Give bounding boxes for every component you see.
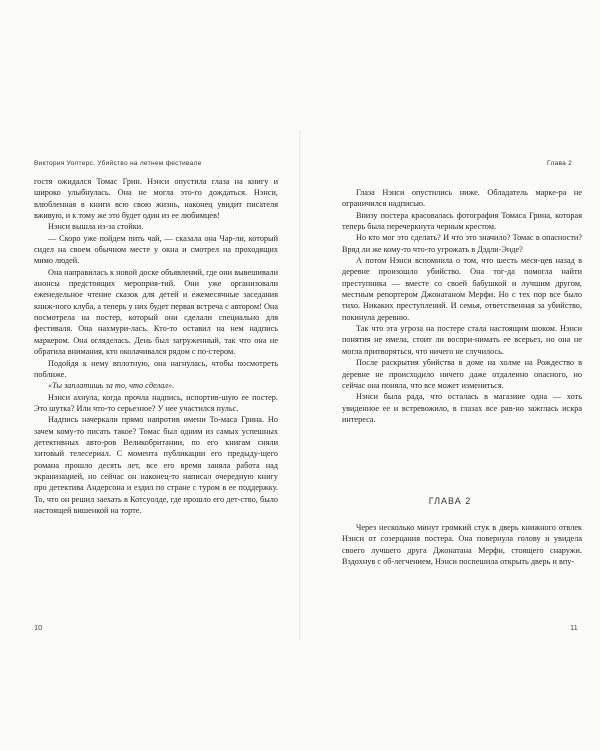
paragraph: Так что эта угроза на постере стала настоящим шоком. Нэнси понятия не имела, стоит ли воспри-нимать ее всерьез, но она не могла притворяться, что ничего не случилось. xyxy=(342,324,582,356)
right-page xyxy=(300,0,600,750)
paragraph: Она направилась к новой доске объявлений, где они вывешивали анонсы предстоящих мероприя-тий. Они уже организовали еженедельное чтение сказок для детей и ежемесячные заседания книж-ного клуба, а теперь у них будет первая встреча с автором! Она посмотрела на постер, который они сделали специально для фестиваля. Она нахмури-лась. Кто-то оставил на нем надпись маркером. Она огляделась. День был загруженный, так что она не обратила внимания, кто околачивался рядом с по-стером. xyxy=(34,267,278,357)
paragraph: Нэнси ахнула, когда прочла надпись, испортив-шую ее постер. Это шутка? Или что-то серьезное? У нее участился пульс. xyxy=(34,392,278,413)
chapter-body xyxy=(342,522,582,567)
paragraph: Нэнси была рада, что осталась в магазине одна — хоть увиденное ее и встревожило, в глазах все рав-но зажглась искра интереса. xyxy=(342,392,582,424)
paragraph: А потом Нэнси вспомнила о том, что шесть меся-цев назад в деревне произошло убийство. Она тог-да помогла найти преступника — вместе со своей бабушкой и лучшим другом, местным репортером Джонатаном Мерфи. Но с тех пор все было тихо. Никаких преступлений. И семья, ответственная за убийство, покинула деревню. xyxy=(342,256,582,322)
poster-message: «Ты заплатишь за то, что сделал». xyxy=(48,381,175,391)
running-header-right: Глава 2 xyxy=(547,160,573,167)
right-page-body xyxy=(342,187,582,425)
paragraph: Внизу постера красовалась фотография Томаса Грина, которая теперь была перечеркнута черным крестом. xyxy=(342,210,582,232)
paragraph: гостя ожидался Томас Грин. Нэнси опустила глаза на книгу и широко улыбнулась. Она не могла это-го дождаться. Нэнси, влюбленная в книги всю свою жизнь, наконец увидит писателя вживую, и к тому же это будет один из ее любимцев! xyxy=(34,177,278,221)
paragraph: Подойдя к нему вплотную, она нагнулась, чтобы посмотреть поближе. xyxy=(34,358,278,379)
paragraph: Нэнси вышла из-за стойки. xyxy=(48,222,144,232)
paragraph: — Скоро уже пойдем пить чай, — сказала она Чар-ли, который сидел на своем обычном месте у окна и смотрел на проходящих мимо людей. xyxy=(34,233,278,266)
running-header-left: Виктория Уолтерс. Убийство на летнем фестивале xyxy=(34,160,202,167)
paragraph: Надпись начеркали прямо напротив имени То-маса Грина. Но зачем кому-то писать такое? Томас был одним из самых успешных детективных авто-ров Великобритании, по его книгам сняли хитовый телесериал. С момента публикации его предыду-щего романа прошло десять лет, все его время заняла работа над экранизацией, но сейчас он наконец-то написал очередную книгу про детектива Андерсона и ездил по стране с туром в ее поддержку. То, что он решил заехать в Котсуолде, где прошло его дет-ство, было настоящей вишенкой на торте. xyxy=(34,415,278,515)
paragraph: Но кто мог это сделать? И что это значило? Томас в опасности? Вряд ли же кому-то что-то угрожать в Дэдли-Энде? xyxy=(342,233,582,254)
left-page-body xyxy=(34,176,278,516)
page-number-left: 10 xyxy=(34,623,43,632)
paragraph: Через несколько минут громкий стук в дверь книжного отвлек Нэнси от созерцания постера. Она повернула голову и увидела своего лучшего друга Джонатана Мерфи, стоящего снаружи. Вздохнув с об-легчением, Нэнси поспешила открыть дверь и впу- xyxy=(342,523,582,567)
page-number-right: 11 xyxy=(570,623,578,632)
paragraph: Глаза Нэнси опустились ниже. Обладатель марке-ра не ограничился надписью. xyxy=(342,188,582,209)
paragraph: После раскрытия убийства в доме на холме на Рождество в деревне не происходило ничего даже отдаленно опасного, но сейчас она поняла, что все может измениться. xyxy=(342,358,582,390)
chapter-title: ГЛАВА 2 xyxy=(428,496,472,506)
